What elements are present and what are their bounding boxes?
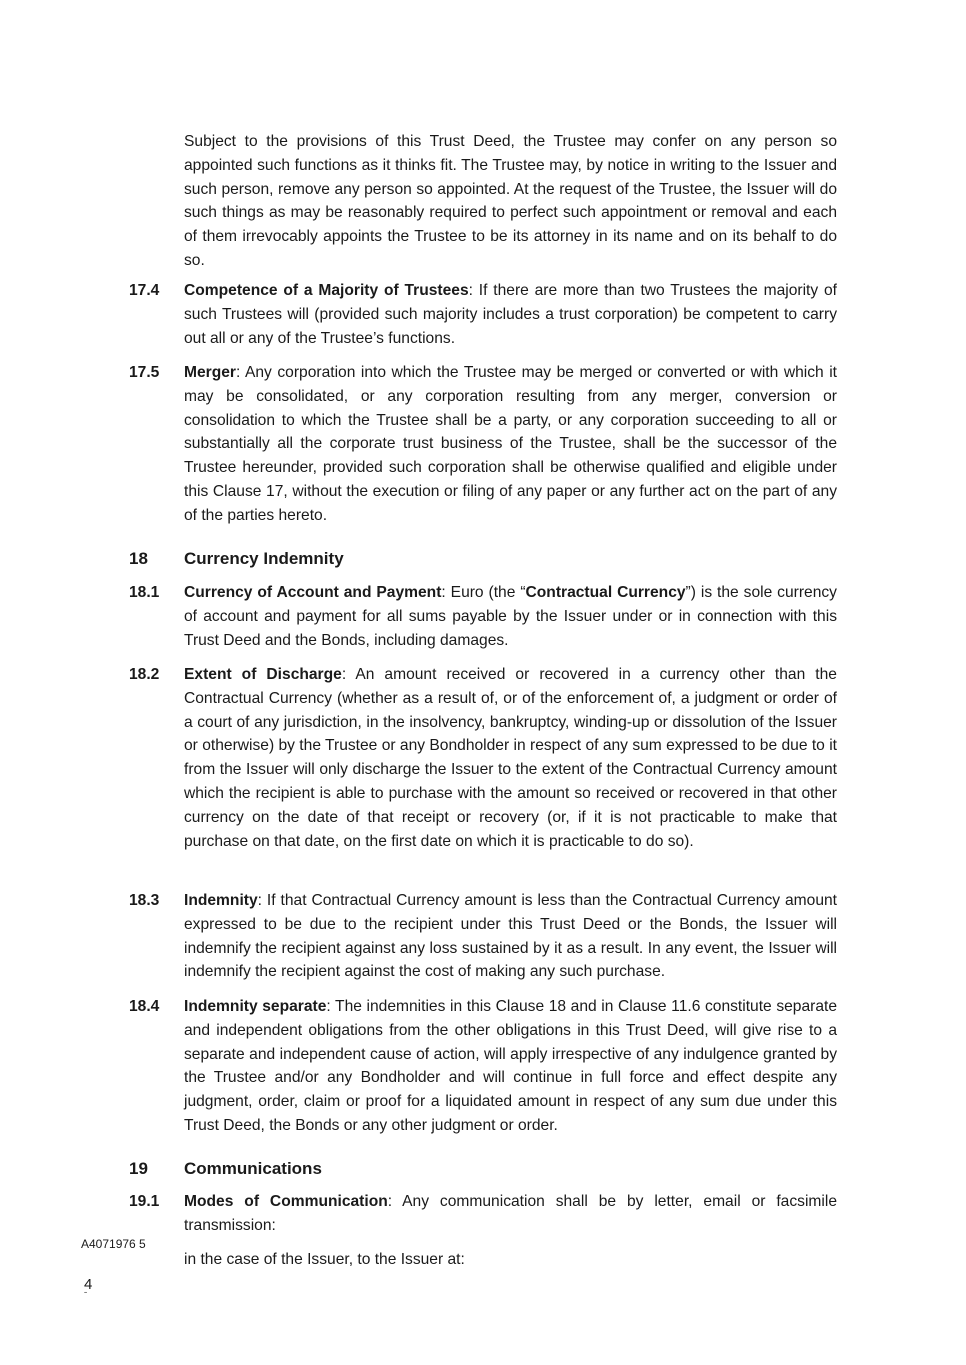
defined-term: Contractual Currency	[525, 584, 686, 601]
clause-19-1-text: : Any communication shall be by letter, email or facsimile transmission:	[184, 1193, 838, 1234]
clause-18-2-number: 18.2	[129, 666, 160, 683]
section-19-number: 19	[129, 1159, 148, 1178]
clause-18-4	[184, 995, 837, 1138]
clause-17-5-title: Merger	[184, 364, 236, 381]
clause-18-4-number: 18.4	[129, 998, 160, 1015]
section-18-title: Currency Indemnity	[184, 549, 344, 568]
clause-18-1-number: 18.1	[129, 584, 160, 601]
clause-18-3-text: : If that Contractual Currency amount is less than the Contractual Currency amount expressed to be due to the recipient under this Trust Deed or the Bonds, the Issuer will indemnify the recipient against any loss sustained by it as a result. In any event, the Issuer will indemnify the recipient against the cost of making any such purchase.	[184, 892, 837, 981]
clause-18-1	[184, 581, 837, 652]
section-19-title: Communications	[184, 1159, 322, 1178]
page-number	[84, 1276, 92, 1300]
clause-19-1-number: 19.1	[129, 1193, 160, 1210]
clause-18-4-title: Indemnity separate	[184, 998, 327, 1015]
clause-18-3-title: Indemnity	[184, 892, 258, 909]
clause-18-1-title: Currency of Account and Payment	[184, 584, 442, 601]
clause-17-5-text: : Any corporation into which the Trustee may be merged or converted or with which it may be consolidated, or any corporation resulting from any merger, conversion or consolidation to which the Trustee shall be a party, or any corporation succeeding to all or substantially all the corporate trust business of the Trustee, shall be the successor of the Trustee hereunder, provided such corporation shall be otherwise qualified and eligible under this Clause 17, without the execution or filing of any paper or any further act on the part of any of the parties hereto.	[184, 364, 837, 524]
clause-19-1	[184, 1190, 837, 1238]
clause-17-5	[184, 361, 837, 528]
clause-17-4-title: Competence of a Majority of Trustees	[184, 282, 469, 299]
clause-18-3-number: 18.3	[129, 892, 160, 909]
page-number-text: 4	[84, 1276, 93, 1293]
clause-18-1-text-a: : Euro (the “	[441, 584, 526, 601]
clause-19-1-title: Modes of Communication	[184, 1193, 388, 1210]
clause-18-1-text-b: ”) is the sole currency of account and payment for all sums payable by the Issuer under or in connection with this Trust Deed and the Bonds, including damages.	[184, 584, 837, 649]
page-mark-icon: ˉ	[84, 1291, 88, 1302]
issuer-address-line: in the case of the Issuer, to the Issuer at:	[184, 1251, 465, 1268]
clause-17-4-number: 17.4	[129, 282, 160, 299]
document-reference: A4071976 5	[81, 1237, 146, 1251]
clause-18-4-text: : The indemnities in this Clause 18 and in Clause 11.6 constitute separate and independent obligations from the other obligations in this Trust Deed, will give rise to a separate and independent cause of action, will apply irrespective of any indulgence granted by the Trustee and/or any Bondholder and will continue in full force and effect despite any judgment, order, claim or proof for a liquidated amount in respect of any sum due under this Trust Deed, the Bonds or any other judgment or order.	[184, 998, 837, 1134]
clause-17-4	[184, 279, 837, 350]
clause-18-2	[184, 663, 837, 853]
clause-18-2-title: Extent of Discharge	[184, 666, 342, 683]
clause-18-2-text: : An amount received or recovered in a currency other than the Contractual Currency (whether as a result of, or of the enforcement of, a judgment or order of a court of any jurisdiction, in the insolvency, bankruptcy, winding-up or dissolution of the Issuer or otherwise) by the Trustee or any Bondholder in respect of any sum expressed to be due to it from the Issuer will only discharge the Issuer to the extent of the Contractual Currency amount which the recipient is able to purchase with the amount so received or recovered in that other currency on the date of that receipt or recovery (or, if it is not practicable to make that purchase on that date, on the first date on which it is practicable to do so).	[184, 666, 837, 850]
clause-18-3	[184, 889, 837, 984]
section-18-number: 18	[129, 549, 148, 568]
intro-paragraph: Subject to the provisions of this Trust Deed, the Trustee may confer on any person so appointed such functions as it thinks fit. The Trustee may, by notice in writing to the Issuer and such person, remove any person so appointed. At the request of the Trustee, the Issuer will do such things as may be reasonably required to perfect such appointment or removal and each of them irrevocably appoints the Trustee to be its attorney in its name and on its behalf to do so.	[184, 133, 837, 269]
clause-17-4-text: : If there are more than two Trustees the majority of such Trustees will (provided such majority includes a trust corporation) be competent to carry out all or any of the Trustee’s functions.	[184, 282, 837, 347]
clause-17-5-number: 17.5	[129, 364, 160, 381]
